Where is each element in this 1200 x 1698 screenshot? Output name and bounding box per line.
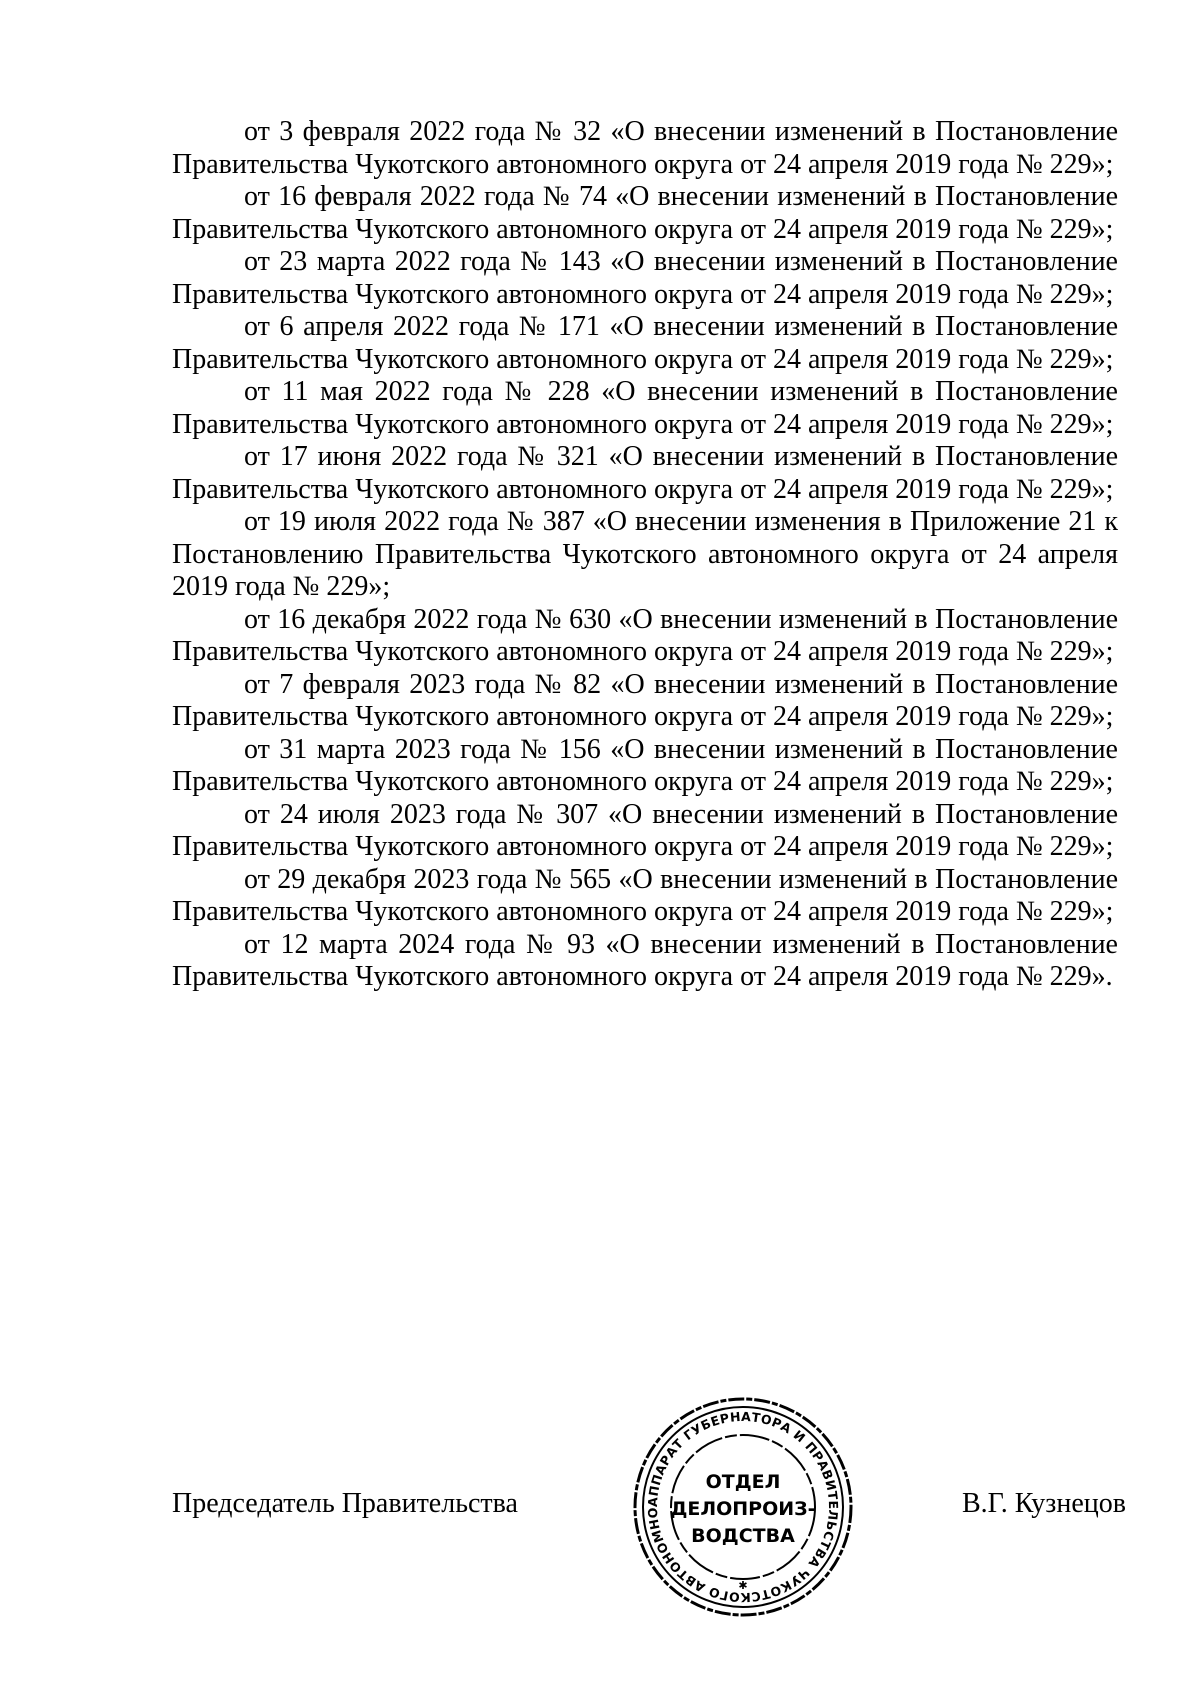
amendment-entry: от 17 июня 2022 года № 321 «О внесении изменений в Постановление Правительства Чукотского автономного округа от 24 апреля 2019 года № 229»; bbox=[172, 441, 1118, 505]
stamp-ring-text: АППАРАТ ГУБЕРНАТОРА И ПРАВИТЕЛЬСТВА ЧУКОТСКОГО АВТОНОМНО bbox=[644, 1408, 842, 1606]
amendment-entry: от 3 февраля 2022 года № 32 «О внесении изменений в Постановление Правительства Чукотского автономного округа от 24 апреля 2019 года № 229»; bbox=[172, 116, 1118, 180]
amendment-entry: от 16 февраля 2022 года № 74 «О внесении изменений в Постановление Правительства Чукотского автономного округа от 24 апреля 2019 года № 229»; bbox=[172, 181, 1118, 245]
official-stamp-seal bbox=[628, 1392, 858, 1622]
amendment-entry: от 29 декабря 2023 года № 565 «О внесении изменений в Постановление Правительства Чукотского автономного округа от 24 апреля 2019 года № 229»; bbox=[172, 863, 1118, 927]
amendment-entry: от 6 апреля 2022 года № 171 «О внесении изменений в Постановление Правительства Чукотского автономного округа от 24 апреля 2019 года № 229»; bbox=[172, 311, 1118, 375]
signer-title: Председатель Правительства bbox=[172, 1488, 518, 1519]
amendment-entry: от 16 декабря 2022 года № 630 «О внесении изменений в Постановление Правительства Чукотского автономного округа от 24 апреля 2019 года № 229»; bbox=[172, 603, 1118, 667]
amendment-entry: от 7 февраля 2023 года № 82 «О внесении изменений в Постановление Правительства Чукотского автономного округа от 24 апреля 2019 года № 229»; bbox=[172, 668, 1118, 732]
amendment-entry: от 11 мая 2022 года № 228 «О внесении изменений в Постановление Правительства Чукотского автономного округа от 24 апреля 2019 года № 229»; bbox=[172, 376, 1118, 440]
stamp-center-line: ОТДЕЛ bbox=[705, 1471, 781, 1493]
stamp-center-line: ДЕЛОПРОИЗ- bbox=[670, 1498, 816, 1520]
amendment-entry: от 12 марта 2024 года № 93 «О внесении изменений в Постановление Правительства Чукотского автономного округа от 24 апреля 2019 года № 229». bbox=[172, 928, 1118, 992]
document-body bbox=[172, 116, 1118, 994]
amendment-entry: от 31 марта 2023 года № 156 «О внесении изменений в Постановление Правительства Чукотского автономного округа от 24 апреля 2019 года № 229»; bbox=[172, 733, 1118, 797]
amendment-entry: от 19 июля 2022 года № 387 «О внесении изменения в Приложение 21 к Постановлению Правительства Чукотского автономного округа от 24 апреля 2019 года № 229»; bbox=[172, 506, 1118, 602]
star-icon: ✱ bbox=[738, 1579, 748, 1592]
amendment-entry: от 23 марта 2022 года № 143 «О внесении изменений в Постановление Правительства Чукотского автономного округа от 24 апреля 2019 года № 229»; bbox=[172, 246, 1118, 310]
amendment-entry: от 24 июля 2023 года № 307 «О внесении изменений в Постановление Правительства Чукотского автономного округа от 24 апреля 2019 года № 229»; bbox=[172, 798, 1118, 862]
stamp-graphic bbox=[628, 1392, 858, 1622]
signer-name: В.Г. Кузнецов bbox=[962, 1488, 1126, 1519]
stamp-center-line: ВОДСТВА bbox=[691, 1525, 795, 1547]
